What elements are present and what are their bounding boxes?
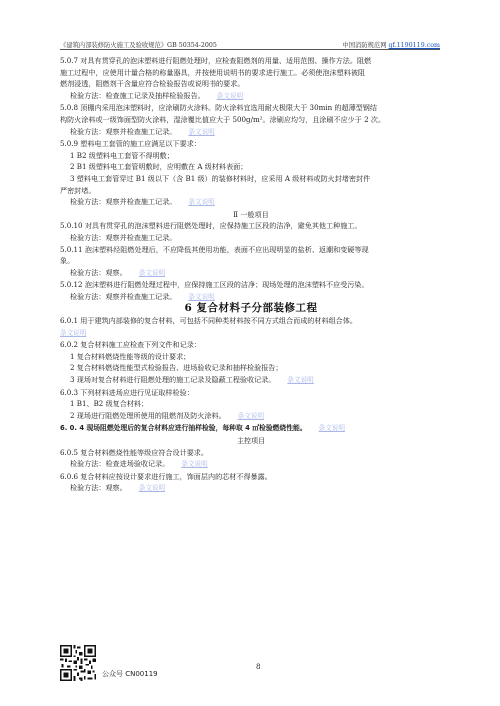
clause-5-0-9-item3-line1: 3 塑料电工套管穿过 B1 级以下（含 B1 级）的装修材料时，应采用 A 级材料或防火封堵密封件 [70, 173, 371, 183]
clause-5-0-10-check: 检验方法：观察并检查施工记录。 [70, 232, 177, 242]
clause-6-0-6: 6.0.6 复合材料应按设计要求进行施工，饰面层内的芯材不得暴露。 [60, 471, 272, 481]
clause-6-0-1: 6.0.1 用于建筑内部装修的复合材料，可包括不同种类材料按不同方式组合而成的材料组合体。 [60, 316, 357, 326]
clause-5-0-8-line2: 构防火涂料或一级饰面型防火涂料，湿涂覆比值应大于 500g/m²。涂刷应均匀，且涂刷不应少于 2 次。 [60, 114, 386, 124]
chapter-6-title: 6 复合材料子分部装修工程 [184, 302, 318, 315]
clause-5-0-7-check [60, 90, 442, 103]
page-number: 8 [256, 663, 261, 671]
header-title: 《建筑内部装修防火施工及验收规范》GB 50354-2005 [60, 42, 217, 49]
clause-explanation-link[interactable]: 条文说明 [188, 127, 215, 136]
check-method-text: 检验方法：观察并检查施工记录。 [70, 291, 177, 301]
clause-5-0-9-item1: 1 B2 级塑料电工套管不得明敷； [70, 150, 174, 160]
clause-6-0-2: 6.0.2 复合材料施工应检查下列文件和记录： [60, 340, 201, 350]
clause-explanation-link[interactable]: 条文说明 [216, 91, 244, 100]
page-footer [60, 645, 440, 685]
qr-code-icon [60, 645, 96, 681]
clause-6-0-3-item1: 1 B1、B2 级复合材料； [70, 399, 149, 409]
clause-6-0-5-check [60, 458, 442, 471]
clause-5-0-7-line2: 施工过程中，应使用计量合格的称量器具，并按使用说明书的要求进行施工。必须使泡沫塑料被阻 [60, 67, 366, 77]
header-divider [60, 49, 440, 50]
clause-6-0-5: 6.0.5 复合材料燃烧性能等级应符合设计要求。 [60, 447, 208, 457]
clause-5-0-11-line2: 象。 [60, 256, 75, 266]
clause-explanation-link[interactable]: 条文说明 [188, 292, 215, 301]
clause-explanation-link[interactable]: 条文说明 [188, 198, 215, 207]
header-site-name: 中国消防规范网 [342, 42, 387, 49]
section-heading-main-items: 主控项目 [236, 436, 266, 445]
wechat-account: 公众号 CN00119 [102, 670, 158, 678]
clause-explanation-link[interactable]: 条文说明 [287, 376, 314, 385]
check-method-text: 检验方法：观察。 [70, 267, 127, 277]
clause-6-0-2-item2: 2 复合材料燃烧性能型式检验报告、进场验收记录和抽样检验报告； [70, 363, 283, 373]
clause-6-0-3: 6.0.3 下列材料进场应进行见证取样检验： [60, 387, 194, 397]
check-method-text: 检验方法：观察。 [70, 483, 127, 493]
clause-5-0-7-line3: 燃剂浸透，阻燃剂干含量应符合检验报告或说明书的要求。 [60, 79, 245, 89]
clause-6-0-2-item1: 1 复合材料燃烧性能等级的设计要求； [70, 351, 191, 361]
clause-explanation-link[interactable]: 条文说明 [60, 328, 87, 337]
clause-explanation-link[interactable]: 条文说明 [237, 411, 265, 420]
item-text: 3 现场对复合材料进行阻燃处理的施工记录及隐蔽工程验收记录。 [70, 375, 276, 385]
check-method-text: 检验方法：检查施工记录及抽样检验报告。 [70, 90, 205, 100]
clause-6-0-3-item2 [60, 410, 442, 423]
clause-5-0-7-line1: 5.0.7 对具有贯穿孔的泡沫塑料进行阻燃处理时，应检查阻燃剂的用量、适用范围、操作方法。阻燃 [60, 56, 372, 65]
clause-explanation-link[interactable]: 条文说明 [181, 460, 208, 469]
clause-5-0-10: 5.0.10 对具有贯穿孔的泡沫塑料进行阻燃处理时，应保持施工区段的洁净，避免其他工种施工。 [60, 221, 362, 231]
clause-5-0-9-check [60, 196, 442, 209]
clause-5-0-9-item2: 2 B1 级塑料电工套管明敷时，应明敷在 A 级材料表面； [70, 162, 248, 172]
clause-6-0-6-check [60, 482, 442, 495]
clause-6-0-4-text: 6. 0. 4 现场阻燃处理后的复合材料应进行抽样检验，每种取 4 ㎡检验燃烧性能。 [60, 424, 307, 433]
clause-explanation-link[interactable]: 条文说明 [318, 424, 345, 433]
clause-explanation-link[interactable]: 条文说明 [138, 268, 166, 277]
clause-5-0-9: 5.0.9 塑料电工套管的施工应满足以下要求： [60, 139, 201, 149]
clause-5-0-8-line1: 5.0.8 顶棚内采用泡沫塑料时，应涂刷防火涂料。防火涂料宜选用耐火极限大于 30min 的超薄型钢结 [60, 103, 377, 113]
clause-6-0-2-item3 [60, 374, 442, 387]
check-method-text: 检验方法：观察并检查施工记录。 [70, 126, 177, 136]
header-site-url-link[interactable]: gf.1190119.com [388, 42, 440, 49]
clause-5-0-11-check [60, 267, 442, 280]
page-body [60, 55, 442, 495]
clause-5-0-11-line1: 5.0.11 泡沫塑料经阻燃处理后，不应降低其使用功能，表面不应出现明显的盐析、返潮和变硬等现 [60, 244, 369, 254]
page-header [60, 38, 440, 49]
header-site [342, 40, 440, 49]
clause-5-0-9-item3-line2: 严密封堵。 [60, 185, 96, 195]
clause-5-0-8-check [60, 126, 442, 139]
clause-5-0-12: 5.0.12 泡沫塑料进行阻燃处理过程中，应保持施工区段的洁净；现场处理的泡沫塑料不应受污染。 [60, 280, 369, 290]
section-heading-general: Ⅱ 一般项目 [233, 209, 269, 219]
item-text: 2 现场进行阻燃处理所使用的阻燃剂及防火涂料。 [70, 410, 226, 420]
check-method-text: 检验方法：检查进场验收记录。 [70, 459, 170, 469]
clause-6-0-4 [60, 422, 442, 435]
clause-explanation-link[interactable]: 条文说明 [138, 484, 166, 493]
clause-6-0-1-link-row [60, 327, 442, 340]
check-method-text: 检验方法：观察并检查施工记录。 [70, 197, 177, 207]
